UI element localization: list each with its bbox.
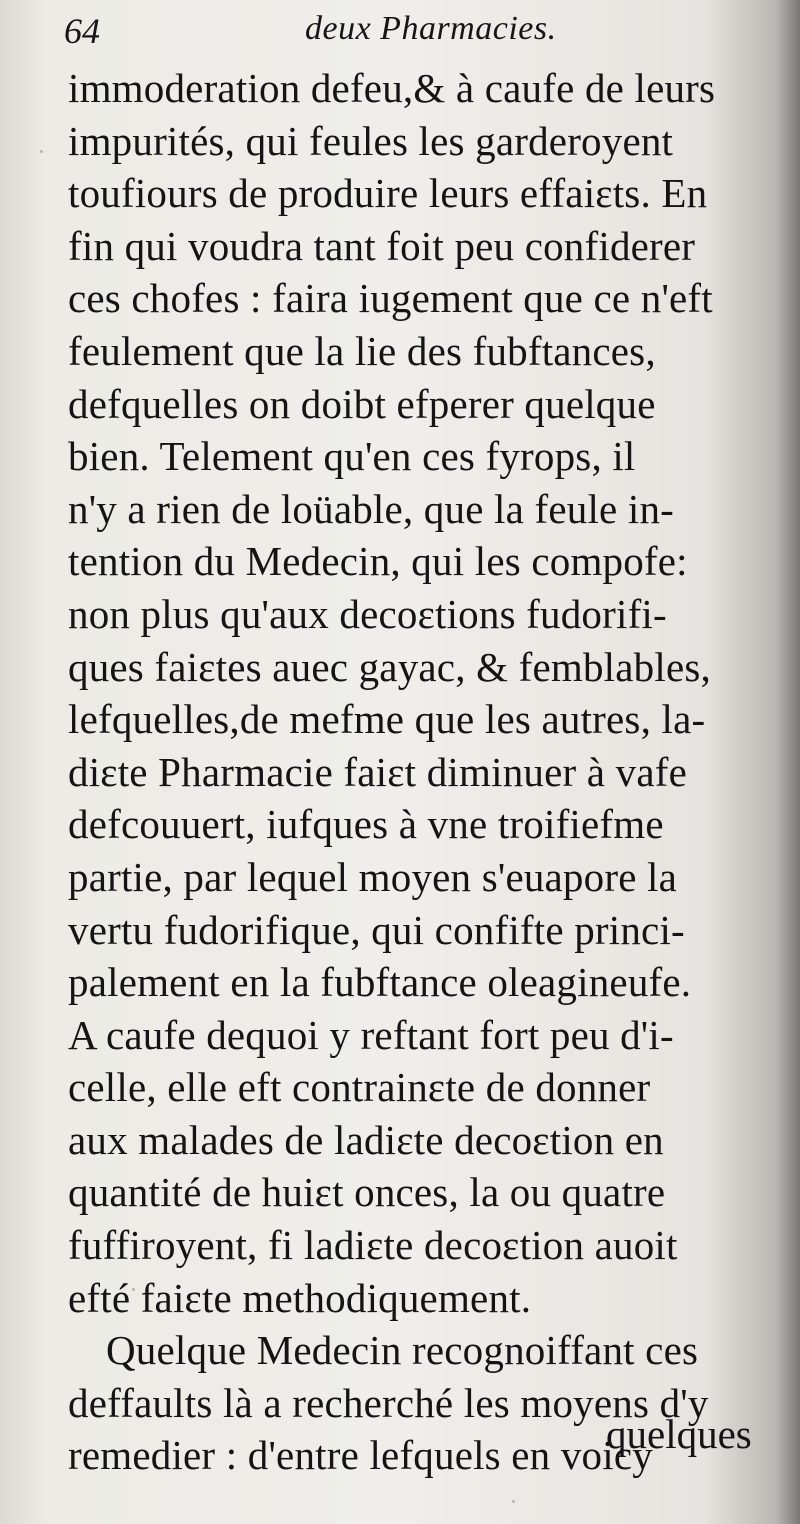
text-line: diɛte Pharmacie faiɛt diminuer à vafe — [68, 748, 687, 795]
text-line: efté faiɛte methodiquement. — [68, 1274, 532, 1321]
text-line: partie, par lequel moyen s'euapore la — [68, 853, 678, 900]
text-line: A caufe dequoi y reftant fort peu d'i- — [68, 1011, 674, 1058]
paper-speck — [40, 150, 43, 153]
text-line: ques faiɛtes auec gayac, & femblables, — [68, 643, 711, 690]
catchword: quelques — [606, 1411, 752, 1457]
text-line: lefquelles,de mefme que les autres, la- — [68, 696, 706, 743]
text-line: n'y a rien de loüable, que la feule in- — [68, 485, 675, 532]
text-line: vertu fudorifique, qui confifte princi- — [68, 906, 685, 953]
text-line: tention du Medecin, qui les compofe: — [68, 538, 688, 585]
text-line: ces chofes : faira iugement que ce n'eft — [68, 275, 713, 322]
text-line: impurités, qui feules les garderoyent — [68, 117, 674, 164]
text-line: deffaults là a recherché les moyens d'y — [68, 1379, 709, 1426]
text-line: quantité de huiɛt onces, la ou quatre — [68, 1169, 666, 1216]
text-line: palement en la fubftance oleagineufe. — [68, 959, 692, 1006]
text-line: toufiours de produire leurs effaiɛts. En — [68, 170, 708, 217]
text-line: fin qui voudra tant foit peu confiderer — [68, 222, 696, 269]
page-header — [60, 8, 760, 58]
text-line: feulement que la lie des fubftances, — [68, 327, 656, 374]
text-line: defcouuert, iufques à vne troifiefme — [68, 801, 664, 848]
paper-speck — [132, 1288, 135, 1291]
text-line: fuffiroyent, fi ladiɛte decoɛtion auoit — [68, 1222, 678, 1269]
paper-speck — [512, 1500, 515, 1503]
running-title: deux Pharmacies. — [305, 10, 557, 47]
paragraph-start-line: Quelque Medecin recognoiffant ces — [106, 1327, 699, 1374]
text-line: bien. Telement qu'en ces fyrops, il — [68, 433, 636, 480]
page-number: 64 — [64, 11, 100, 51]
text-line: celle, elle eft contrainɛte de donner — [68, 1064, 651, 1111]
body-text — [68, 62, 768, 1482]
text-line: remedier : d'entre lefquels en voicy — [68, 1432, 653, 1479]
text-line: aux malades de ladiɛte decoɛtion en — [68, 1116, 664, 1163]
text-line: immoderation defeu,& à caufe de leurs — [68, 65, 716, 111]
text-line: defquelles on doibt efperer quelque — [68, 380, 656, 427]
text-line: non plus qu'aux decoɛtions fudorifi- — [68, 590, 667, 637]
